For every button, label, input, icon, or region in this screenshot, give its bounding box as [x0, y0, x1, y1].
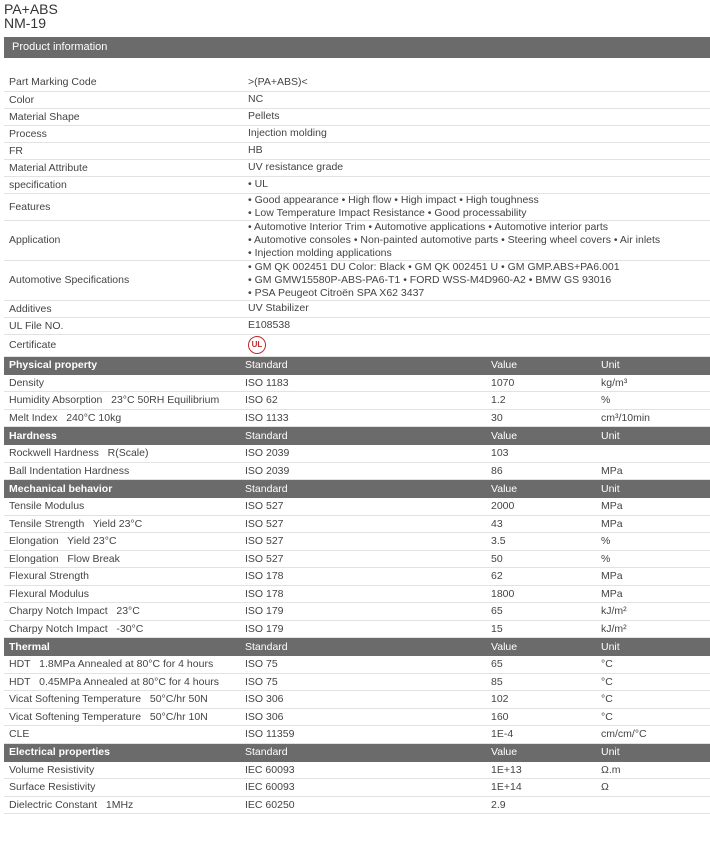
info-row [4, 193, 710, 220]
property-standard: ISO 2039 [240, 462, 486, 480]
column-header: Value [486, 743, 596, 761]
property-row [4, 392, 710, 410]
column-header: Standard [240, 743, 486, 761]
property-name: Humidity Absorption 23°C 50RH Equilibrium [4, 392, 240, 410]
property-name: Volume Resistivity [4, 761, 240, 779]
property-row [4, 568, 710, 586]
property-name: Tensile Modulus [4, 498, 240, 516]
info-value: E108538 [243, 317, 710, 334]
info-label: Process [4, 125, 243, 142]
property-unit: kg/m³ [596, 374, 710, 392]
property-row [4, 656, 710, 674]
property-standard: ISO 75 [240, 673, 486, 691]
property-name: Flexural Strength [4, 568, 240, 586]
property-row [4, 533, 710, 551]
property-unit [596, 445, 710, 463]
column-header: Unit [596, 427, 710, 445]
info-label: Color [4, 91, 243, 108]
property-unit: °C [596, 673, 710, 691]
property-value: 50 [486, 550, 596, 568]
property-name: Melt Index 240°C 10kg [4, 409, 240, 427]
property-standard: IEC 60250 [240, 796, 486, 814]
section-title: Electrical properties [4, 743, 240, 761]
property-value: 160 [486, 708, 596, 726]
info-row [4, 142, 710, 159]
property-unit: cm/cm/°C [596, 726, 710, 744]
property-unit: MPa [596, 498, 710, 516]
info-label: Certificate [4, 334, 243, 356]
spacer [0, 58, 710, 74]
property-value: 15 [486, 620, 596, 638]
property-standard: ISO 179 [240, 603, 486, 621]
property-name: Tensile Strength Yield 23°C [4, 515, 240, 533]
info-value: • UL [243, 176, 710, 193]
property-row [4, 761, 710, 779]
property-unit: °C [596, 691, 710, 709]
ul-certificate-logo: UL [248, 336, 266, 354]
property-name: Surface Resistivity [4, 779, 240, 797]
property-name: CLE [4, 726, 240, 744]
info-row [4, 159, 710, 176]
property-standard: ISO 178 [240, 568, 486, 586]
info-row [4, 317, 710, 334]
property-value: 1.2 [486, 392, 596, 410]
property-value: 3.5 [486, 533, 596, 551]
property-row [4, 445, 710, 463]
column-header: Standard [240, 638, 486, 656]
info-value: • Automotive Interior Trim • Automotive applications • Automotive interior parts • Automotive consoles • Non-painted automotive parts • Steering wheel covers • Air inlets • Injection molding applications [243, 220, 710, 260]
info-value: • Good appearance • High flow • High impact • High toughness • Low Temperature Impact Resistance • Good processability [243, 193, 710, 220]
info-value: • GM QK 002451 DU Color: Black • GM QK 002451 U • GM GMP.ABS+PA6.001 • GM GMW15580P-ABS-PA6-T1 • FORD WSS-M4D960-A2 • BMW GS 93016 • PSA Peugeot Citroën SPA X62 3437 [243, 260, 710, 300]
property-standard: ISO 527 [240, 498, 486, 516]
property-unit: Ω [596, 779, 710, 797]
material-title: PA+ABS [4, 1, 58, 17]
property-unit: % [596, 550, 710, 568]
property-standard: ISO 306 [240, 708, 486, 726]
property-unit: Ω.m [596, 761, 710, 779]
section-title: Physical property [4, 357, 240, 375]
product-info-header: Product information [4, 37, 710, 58]
property-value: 62 [486, 568, 596, 586]
property-value: 1E+14 [486, 779, 596, 797]
properties-table [4, 357, 710, 815]
info-row [4, 260, 710, 300]
property-unit: cm³/10min [596, 409, 710, 427]
info-label: Material Shape [4, 108, 243, 125]
property-value: 65 [486, 603, 596, 621]
info-value: HB [243, 142, 710, 159]
section-header [4, 480, 710, 498]
property-row [4, 374, 710, 392]
info-label: Material Attribute [4, 159, 243, 176]
property-name: Charpy Notch Impact 23°C [4, 603, 240, 621]
property-standard: ISO 179 [240, 620, 486, 638]
property-unit: MPa [596, 462, 710, 480]
column-header: Standard [240, 427, 486, 445]
property-standard: IEC 60093 [240, 779, 486, 797]
property-row [4, 409, 710, 427]
property-name: Elongation Yield 23°C [4, 533, 240, 551]
section-header [4, 743, 710, 761]
section-header [4, 638, 710, 656]
property-name: Flexural Modulus [4, 585, 240, 603]
grade-title: NM-19 [4, 15, 47, 31]
section-header [4, 357, 710, 375]
property-name: Rockwell Hardness R(Scale) [4, 445, 240, 463]
property-unit: kJ/m² [596, 620, 710, 638]
property-standard: ISO 1133 [240, 409, 486, 427]
property-value: 102 [486, 691, 596, 709]
column-header: Value [486, 427, 596, 445]
property-value: 86 [486, 462, 596, 480]
property-unit: MPa [596, 568, 710, 586]
column-header: Standard [240, 480, 486, 498]
property-value: 43 [486, 515, 596, 533]
property-row [4, 550, 710, 568]
property-name: Density [4, 374, 240, 392]
section-title: Mechanical behavior [4, 480, 240, 498]
property-value: 30 [486, 409, 596, 427]
property-row [4, 726, 710, 744]
property-unit: °C [596, 708, 710, 726]
info-value: NC [243, 91, 710, 108]
property-value: 1E-4 [486, 726, 596, 744]
property-standard: ISO 2039 [240, 445, 486, 463]
product-info-table [4, 74, 710, 357]
info-label: UL File NO. [4, 317, 243, 334]
info-value: Injection molding [243, 125, 710, 142]
property-standard: ISO 178 [240, 585, 486, 603]
property-standard: IEC 60093 [240, 761, 486, 779]
property-row [4, 498, 710, 516]
property-row [4, 462, 710, 480]
property-row [4, 779, 710, 797]
property-unit: kJ/m² [596, 603, 710, 621]
property-value: 2000 [486, 498, 596, 516]
property-row [4, 708, 710, 726]
section-title: Thermal [4, 638, 240, 656]
property-value: 85 [486, 673, 596, 691]
property-unit: MPa [596, 585, 710, 603]
info-row [4, 300, 710, 317]
column-header: Unit [596, 480, 710, 498]
property-value: 1800 [486, 585, 596, 603]
info-label: Part Marking Code [4, 74, 243, 91]
property-unit: % [596, 392, 710, 410]
property-unit: % [596, 533, 710, 551]
info-row [4, 91, 710, 108]
property-name: Dielectric Constant 1MHz [4, 796, 240, 814]
property-row [4, 515, 710, 533]
property-standard: ISO 527 [240, 515, 486, 533]
property-value: 1070 [486, 374, 596, 392]
property-standard: ISO 527 [240, 550, 486, 568]
column-header: Value [486, 480, 596, 498]
property-value: 103 [486, 445, 596, 463]
property-value: 65 [486, 656, 596, 674]
info-value: Pellets [243, 108, 710, 125]
property-row [4, 585, 710, 603]
property-name: Charpy Notch Impact -30°C [4, 620, 240, 638]
info-row [4, 125, 710, 142]
property-name: HDT 0.45MPa Annealed at 80°C for 4 hours [4, 673, 240, 691]
info-row [4, 220, 710, 260]
column-header: Standard [240, 357, 486, 375]
column-header: Unit [596, 743, 710, 761]
section-title: Hardness [4, 427, 240, 445]
property-name: Vicat Softening Temperature 50°C/hr 50N [4, 691, 240, 709]
info-row [4, 74, 710, 91]
property-name: Elongation Flow Break [4, 550, 240, 568]
property-name: Ball Indentation Hardness [4, 462, 240, 480]
info-value [243, 334, 710, 356]
property-row [4, 603, 710, 621]
property-unit [596, 796, 710, 814]
column-header: Unit [596, 638, 710, 656]
info-label: Application [4, 220, 243, 260]
info-row [4, 108, 710, 125]
info-label: FR [4, 142, 243, 159]
column-header: Value [486, 357, 596, 375]
property-value: 2.9 [486, 796, 596, 814]
info-label: Additives [4, 300, 243, 317]
info-value: UV resistance grade [243, 159, 710, 176]
info-label: specification [4, 176, 243, 193]
property-unit: MPa [596, 515, 710, 533]
section-header [4, 427, 710, 445]
page-header [0, 0, 710, 31]
property-value: 1E+13 [486, 761, 596, 779]
property-row [4, 796, 710, 814]
column-header: Unit [596, 357, 710, 375]
property-row [4, 673, 710, 691]
property-standard: ISO 62 [240, 392, 486, 410]
info-value: >(PA+ABS)< [243, 74, 710, 91]
info-label: Features [4, 193, 243, 220]
property-standard: ISO 11359 [240, 726, 486, 744]
info-value: UV Stabilizer [243, 300, 710, 317]
property-unit: °C [596, 656, 710, 674]
property-standard: ISO 527 [240, 533, 486, 551]
property-standard: ISO 75 [240, 656, 486, 674]
info-row [4, 176, 710, 193]
property-name: Vicat Softening Temperature 50°C/hr 10N [4, 708, 240, 726]
property-row [4, 620, 710, 638]
info-row [4, 334, 710, 356]
property-name: HDT 1.8MPa Annealed at 80°C for 4 hours [4, 656, 240, 674]
property-standard: ISO 306 [240, 691, 486, 709]
property-standard: ISO 1183 [240, 374, 486, 392]
info-label: Automotive Specifications [4, 260, 243, 300]
property-row [4, 691, 710, 709]
column-header: Value [486, 638, 596, 656]
